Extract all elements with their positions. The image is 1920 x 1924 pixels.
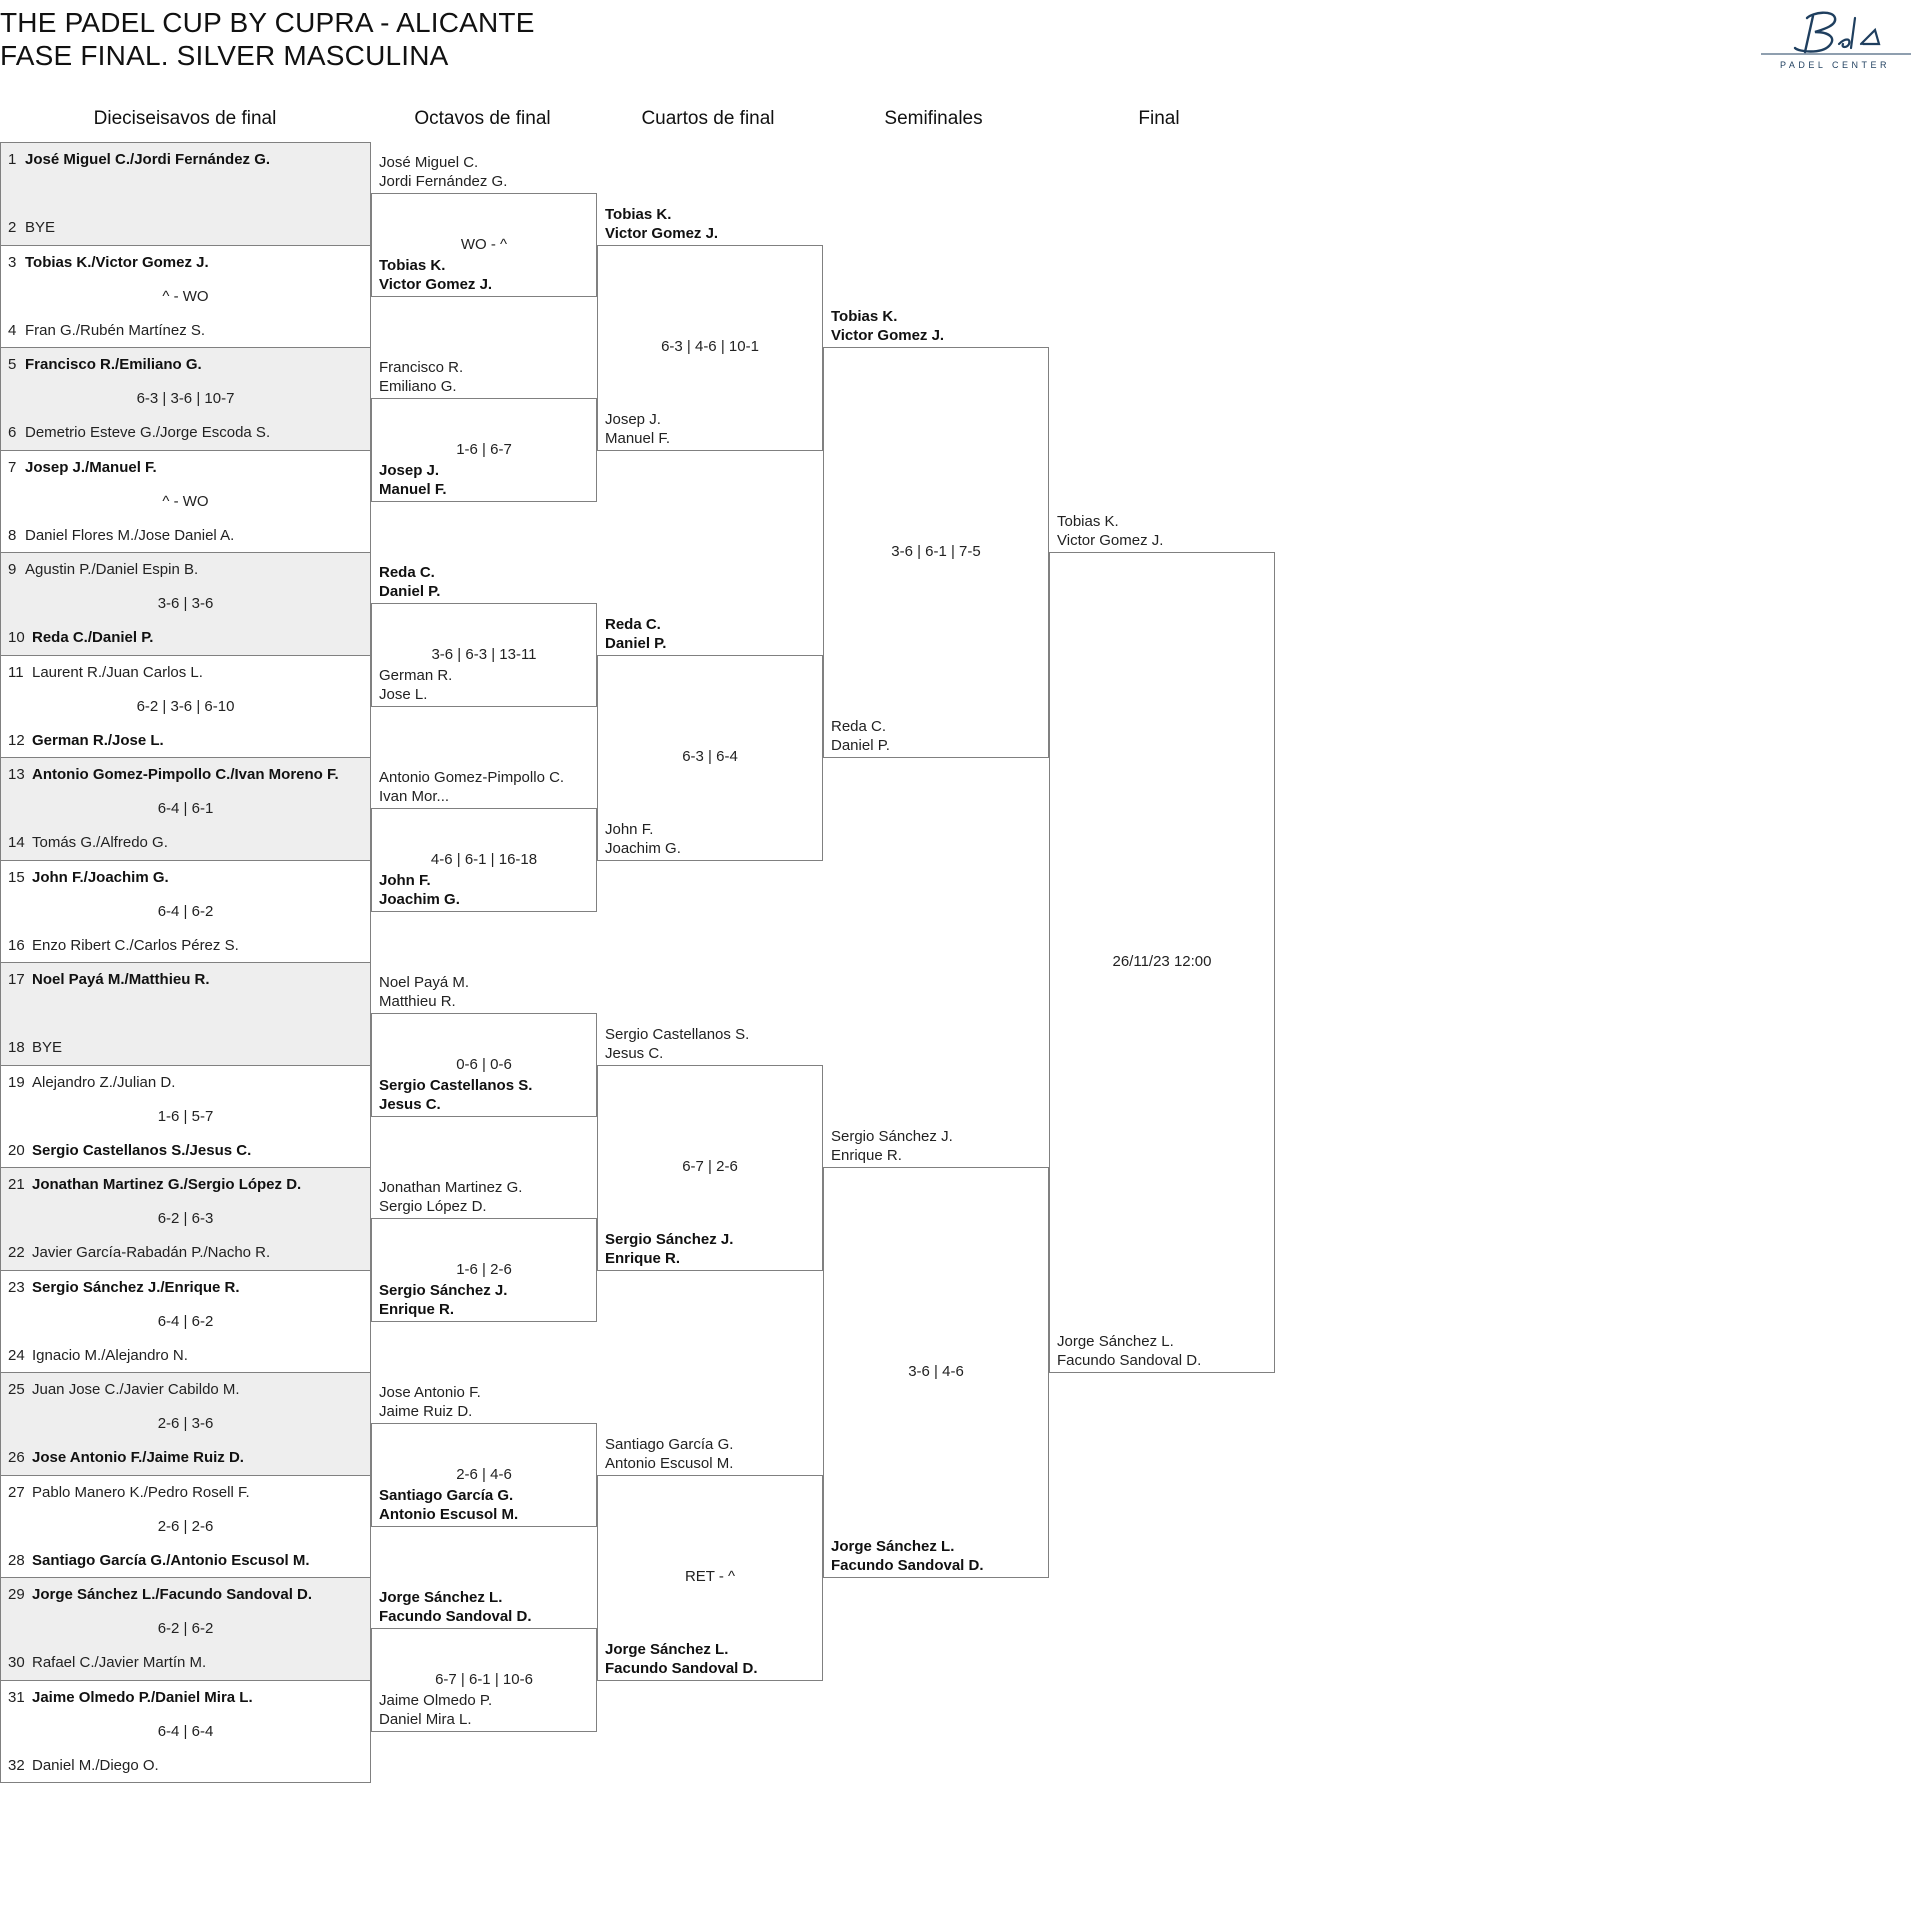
team-name: John F. — [605, 820, 654, 838]
team-name: Jorge Sánchez L. — [379, 1589, 503, 1607]
team-name: Jose Antonio F./Jaime Ruiz D. — [32, 1449, 244, 1466]
match-score: 6-7 | 2-6 — [682, 1158, 738, 1175]
seed-number: 17 — [8, 971, 25, 988]
seed-number: 16 — [8, 936, 25, 954]
seed-number: 29 — [8, 1586, 25, 1603]
team-name: Josep J. — [379, 461, 440, 479]
team-name: Daniel P. — [831, 737, 890, 754]
match-score: 3-6 | 3-6 — [157, 595, 214, 612]
team-name: Antonio Escusol M. — [605, 1454, 734, 1472]
seed-number: 19 — [8, 1073, 25, 1091]
team-name: Reda C. — [831, 718, 887, 735]
team-name: Tobias K./Victor Gomez J. — [25, 253, 209, 271]
match-score: ^ - WO — [162, 287, 209, 305]
match-score: 6-2 | 6-3 — [157, 1210, 214, 1227]
match-score: 1-6 | 2-6 — [456, 1260, 512, 1278]
team-name: Matthieu R. — [379, 993, 456, 1011]
seed-number: 31 — [8, 1688, 25, 1706]
seed-number: 7 — [8, 458, 17, 476]
seed-number: 30 — [8, 1654, 25, 1671]
team-name: Joachim G. — [605, 839, 681, 857]
team-name: Santiago García G. — [605, 1435, 734, 1453]
match-score: 6-2 | 6-2 — [157, 1620, 214, 1637]
match-score: 3-6 | 4-6 — [908, 1363, 964, 1380]
team-name: Reda C. — [379, 564, 435, 582]
team-name: Daniel Mira L. — [379, 1710, 472, 1728]
team-name: Ivan Mor... — [379, 788, 450, 806]
team-name: Josep J. — [605, 410, 661, 428]
match-score: 6-7 | 6-1 | 10-6 — [435, 1670, 533, 1688]
seed-number: 25 — [8, 1381, 25, 1398]
team-name: Manuel F. — [379, 480, 447, 498]
team-name: José Miguel C. — [379, 154, 479, 172]
seed-number: 10 — [8, 629, 25, 646]
team-name: Tobias K. — [379, 256, 446, 274]
match-score: 6-3 | 6-4 — [682, 748, 738, 765]
team-name: Manuel F. — [605, 429, 671, 447]
team-name: Josep J./Manuel F. — [25, 458, 157, 476]
team-name: Rafael C./Javier Martín M. — [32, 1654, 207, 1671]
team-name: Reda C./Daniel P. — [32, 629, 154, 646]
team-name: Jonathan Martinez G./Sergio López D. — [32, 1176, 302, 1193]
team-name: German R./Jose L. — [32, 731, 164, 749]
team-name: Enrique R. — [379, 1300, 455, 1318]
team-name: Ignacio M./Alejandro N. — [32, 1346, 188, 1364]
team-name: Alejandro Z./Julian D. — [32, 1073, 176, 1091]
seed-number: 5 — [8, 356, 17, 373]
match-score: 6-2 | 3-6 | 6-10 — [136, 697, 235, 715]
team-name: Enrique R. — [605, 1249, 681, 1267]
team-name: Enrique R. — [831, 1147, 902, 1164]
team-name: Victor Gomez J. — [605, 224, 719, 242]
team-name: Jaime Olmedo P. — [379, 1691, 493, 1709]
round-header-final: Final — [1138, 108, 1180, 129]
match-score: WO - ^ — [460, 235, 508, 253]
match-score: 1-6 | 6-7 — [456, 440, 512, 458]
team-name: Agustin P./Daniel Espin B. — [25, 561, 199, 578]
seed-number: 18 — [8, 1039, 25, 1056]
page-title: THE PADEL CUP BY CUPRA - ALICANTE — [0, 7, 535, 38]
seed-number: 11 — [8, 663, 24, 681]
team-name: Sergio Sánchez J. — [379, 1281, 508, 1299]
team-name: John F. — [379, 871, 431, 889]
team-name: Sergio López D. — [379, 1198, 487, 1216]
team-name: Francisco R. — [379, 359, 464, 377]
seed-number: 13 — [8, 766, 25, 783]
team-name: Sergio Castellanos S. — [605, 1025, 750, 1043]
match-score: 6-3 | 4-6 | 10-1 — [661, 338, 759, 355]
team-name: Facundo Sandoval D. — [605, 1659, 758, 1677]
team-name: BYE — [25, 219, 56, 236]
round-header-r32: Dieciseisavos de final — [93, 108, 277, 129]
team-name: Jorge Sánchez L. — [831, 1538, 955, 1555]
team-name: Tobias K. — [831, 308, 898, 325]
team-name: Antonio Gomez-Pimpollo C./Ivan Moreno F. — [32, 766, 339, 783]
match-score: 6-4 | 6-2 — [157, 1312, 214, 1330]
match-score: 2-6 | 2-6 — [157, 1517, 214, 1535]
logo-text: PADEL CENTER — [1779, 60, 1890, 70]
team-name: Jaime Ruiz D. — [379, 1403, 473, 1421]
match-score: 6-4 | 6-4 — [157, 1722, 214, 1740]
match-score: 2-6 | 3-6 — [157, 1415, 214, 1432]
match-datetime: 26/11/23 12:00 — [1112, 953, 1212, 970]
seed-number: 3 — [8, 253, 17, 271]
seed-number: 8 — [8, 526, 17, 544]
team-name: Victor Gomez J. — [1057, 532, 1164, 549]
seed-number: 28 — [8, 1551, 25, 1569]
team-name: Victor Gomez J. — [379, 275, 493, 293]
team-name: Sergio Sánchez J./Enrique R. — [32, 1278, 240, 1296]
team-name: Antonio Escusol M. — [379, 1505, 519, 1523]
team-name: Facundo Sandoval D. — [379, 1608, 532, 1626]
match-score: 6-4 | 6-2 — [157, 902, 214, 920]
team-name: Joachim G. — [379, 890, 460, 908]
seed-number: 24 — [8, 1346, 25, 1364]
team-name: Daniel P. — [605, 634, 667, 652]
seed-number: 6 — [8, 424, 17, 441]
team-name: Facundo Sandoval D. — [831, 1557, 984, 1574]
team-name: Noel Payá M. — [379, 974, 470, 992]
team-name: Daniel M./Diego O. — [32, 1756, 159, 1774]
team-name: Pablo Manero K./Pedro Rosell F. — [32, 1483, 250, 1501]
team-name: Facundo Sandoval D. — [1057, 1352, 1202, 1369]
seed-number: 1 — [8, 151, 17, 168]
team-name: Antonio Gomez-Pimpollo C. — [379, 769, 565, 787]
seed-number: 4 — [8, 321, 17, 339]
team-name: Santiago García G./Antonio Escusol M. — [32, 1551, 310, 1569]
round-header-sf: Semifinales — [884, 108, 983, 129]
match-score: 3-6 | 6-1 | 7-5 — [891, 543, 981, 560]
team-name: Jaime Olmedo P./Daniel Mira L. — [32, 1688, 253, 1706]
seed-number: 2 — [8, 219, 17, 236]
seed-number: 27 — [8, 1483, 25, 1501]
team-name: Jorge Sánchez L. — [1057, 1333, 1174, 1350]
match-score: 6-4 | 6-1 — [157, 800, 214, 817]
round-header-qf: Cuartos de final — [641, 108, 775, 129]
match-score: 0-6 | 0-6 — [456, 1055, 512, 1073]
seed-number: 32 — [8, 1756, 25, 1774]
seed-number: 22 — [8, 1244, 25, 1261]
team-name: Fran G./Rubén Martínez S. — [25, 321, 206, 339]
team-name: Sergio Sánchez J. — [831, 1128, 953, 1145]
team-name: Jose Antonio F. — [379, 1384, 481, 1402]
team-name: BYE — [32, 1039, 63, 1056]
seed-number: 26 — [8, 1449, 25, 1466]
round-header-r16: Octavos de final — [414, 108, 551, 129]
team-name: Daniel Flores M./Jose Daniel A. — [25, 526, 235, 544]
page-subtitle: FASE FINAL. SILVER MASCULINA — [0, 40, 449, 71]
match-score: 3-6 | 6-3 | 13-11 — [431, 645, 537, 663]
seed-number: 12 — [8, 731, 25, 749]
match-score: RET - ^ — [684, 1568, 736, 1585]
seed-number: 14 — [8, 834, 25, 851]
seed-number: 21 — [8, 1176, 25, 1193]
team-name: Tobias K. — [605, 205, 672, 223]
team-name: Javier García-Rabadán P./Nacho R. — [32, 1244, 271, 1261]
match-score: 4-6 | 6-1 | 16-18 — [430, 850, 538, 868]
team-name: Jordi Fernández G. — [379, 173, 508, 191]
team-name: Demetrio Esteve G./Jorge Escoda S. — [25, 424, 271, 441]
team-name: Tomás G./Alfredo G. — [32, 834, 168, 851]
team-name: Reda C. — [605, 615, 661, 633]
seed-number: 23 — [8, 1278, 25, 1296]
match-score: 6-3 | 3-6 | 10-7 — [136, 390, 235, 407]
team-name: Jesus C. — [379, 1095, 441, 1113]
team-name: Santiago García G. — [379, 1486, 514, 1504]
team-name: Francisco R./Emiliano G. — [25, 356, 202, 373]
team-name: Jonathan Martinez G. — [379, 1179, 523, 1197]
match-score: ^ - WO — [162, 492, 209, 510]
team-name: Tobias K. — [1057, 513, 1119, 530]
team-name: José Miguel C./Jordi Fernández G. — [25, 151, 271, 168]
team-name: Jorge Sánchez L. — [605, 1640, 729, 1658]
team-name: Daniel P. — [379, 583, 441, 601]
seed-number: 9 — [8, 561, 17, 578]
seed-number: 20 — [8, 1141, 25, 1159]
team-name: German R. — [379, 666, 453, 684]
team-name: Jesus C. — [605, 1044, 664, 1062]
team-name: Enzo Ribert C./Carlos Pérez S. — [32, 936, 239, 954]
match-score: 1-6 | 5-7 — [157, 1107, 214, 1125]
team-name: Sergio Sánchez J. — [605, 1230, 734, 1248]
team-name: Sergio Castellanos S. — [379, 1076, 533, 1094]
seed-number: 15 — [8, 868, 25, 886]
team-name: Jorge Sánchez L./Facundo Sandoval D. — [32, 1586, 313, 1603]
team-name: Noel Payá M./Matthieu R. — [32, 971, 210, 988]
team-name: Juan Jose C./Javier Cabildo M. — [32, 1381, 240, 1398]
team-name: Emiliano G. — [379, 378, 457, 396]
team-name: Laurent R./Juan Carlos L. — [32, 663, 203, 681]
match-score: 2-6 | 4-6 — [456, 1465, 512, 1483]
team-name: John F./Joachim G. — [32, 868, 169, 886]
team-name: Jose L. — [379, 685, 428, 703]
team-name: Victor Gomez J. — [831, 327, 945, 344]
team-name: Sergio Castellanos S./Jesus C. — [32, 1141, 252, 1159]
